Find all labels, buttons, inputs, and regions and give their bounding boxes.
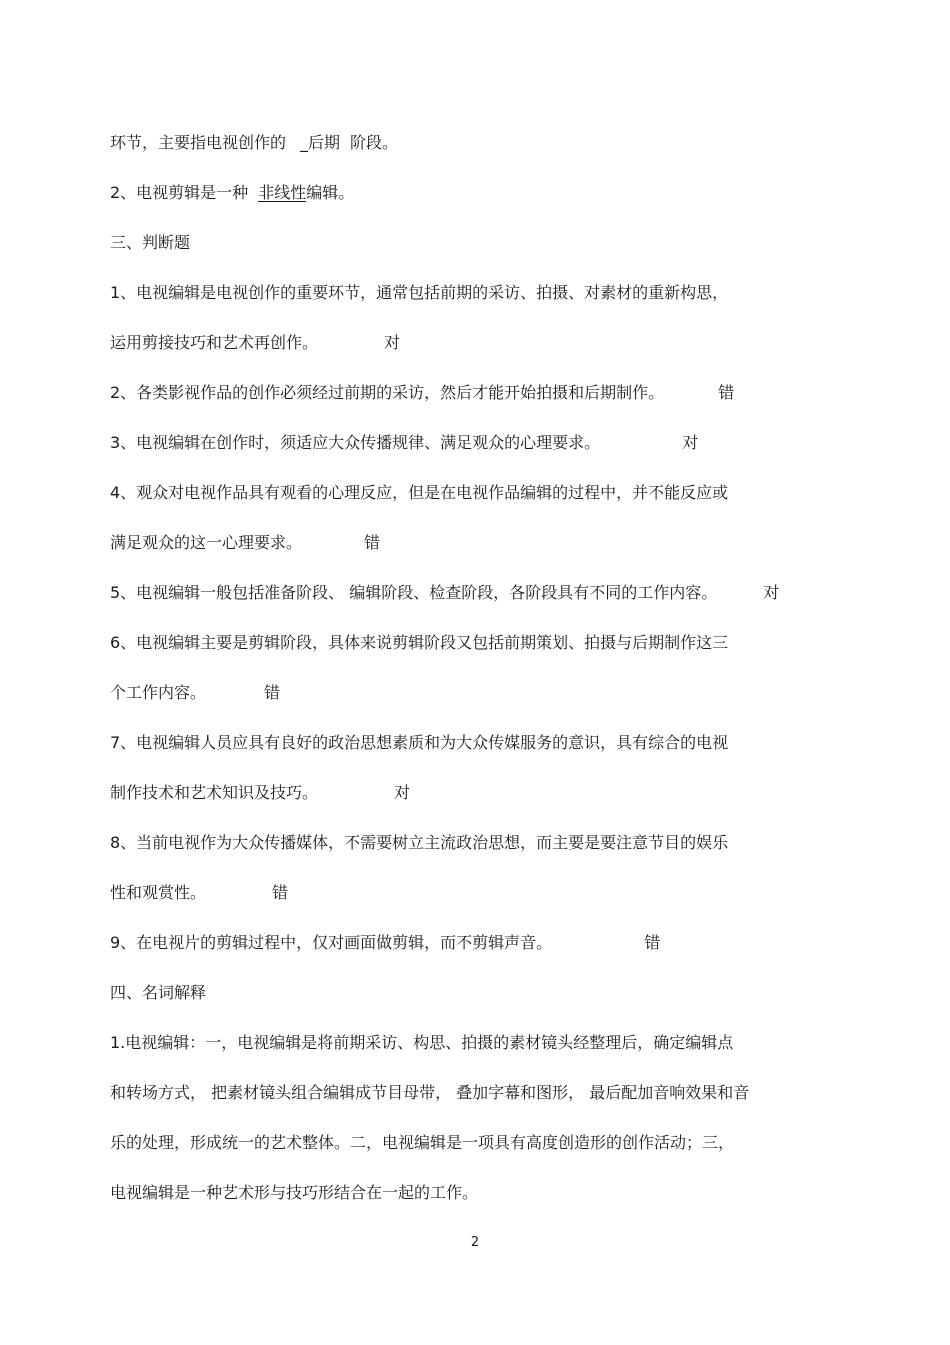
q3-line-1 <box>110 432 698 454</box>
q8-answer: 错 <box>272 883 289 902</box>
q5-answer: 对 <box>763 583 780 602</box>
section-3-heading: 三、判断题 <box>110 233 191 252</box>
term1-line-4: 电视编辑是一种艺术形与技巧形结合在一起的工作。 <box>110 1183 479 1202</box>
q8-line-1: 8、当前电视作为大众传播媒体，不需要树立主流政治思想，而主要是要注意节目的娱乐 <box>110 833 729 852</box>
q3-answer: 对 <box>682 433 699 452</box>
q7-line-1: 7、电视编辑人员应具有良好的政治思想素质和为大众传媒服务的意识，具有综合的电视 <box>110 733 729 752</box>
q3-text: 3、电视编辑在创作时，须适应大众传播规律、满足观众的心理要求。 <box>110 433 601 452</box>
q2-answer: 错 <box>718 383 735 402</box>
q8-text: 性和观赏性。 <box>110 883 207 902</box>
q2-text: 2、各类影视作品的创作必须经过前期的采访，然后才能开始拍摄和后期制作。 <box>110 383 665 402</box>
q4-answer: 错 <box>364 533 381 552</box>
q8-line-2 <box>110 882 288 904</box>
q4-text: 满足观众的这一心理要求。 <box>110 533 303 552</box>
blank-line-2-prefix: 2、电视剪辑是一种 <box>110 183 249 202</box>
q1-line-2 <box>110 332 400 354</box>
page-number: 2 <box>470 1235 480 1250</box>
q6-line-1: 6、电视编辑主要是剪辑阶段，具体来说剪辑阶段又包括前期策划、拍摄与后期制作这三 <box>110 633 729 652</box>
blank-line-2 <box>110 182 354 204</box>
q5-text: 5、电视编辑一般包括准备阶段、 编辑阶段、检查阶段，各阶段具有不同的工作内容。 <box>110 583 718 602</box>
q6-text: 个工作内容。 <box>110 683 207 702</box>
blank-line-1-answer: _后期 <box>300 133 341 152</box>
blank-line-2-answer: 非线性 <box>258 183 307 202</box>
section-4-heading: 四、名词解释 <box>110 983 207 1002</box>
term1-line-3: 乐的处理，形成统一的艺术整体。二，电视编辑是一项具有高度创造形的创作活动；三， <box>110 1133 735 1152</box>
q7-answer: 对 <box>394 783 411 802</box>
q7-line-2 <box>110 782 410 804</box>
blank-line-1 <box>110 132 398 154</box>
blank-line-2-suffix: 编辑。 <box>306 183 355 202</box>
q1-text: 运用剪接技巧和艺术再创作。 <box>110 333 319 352</box>
term1-line-2: 和转场方式， 把素材镜头组合编辑成节目母带， 叠加字幕和图形， 最后配加音响效果和音 <box>110 1083 750 1102</box>
q5-line-1 <box>110 582 779 604</box>
q1-line-1: 1、电视编辑是电视创作的重要环节，通常包括前期的采访、拍摄、对素材的重新构思， <box>110 283 729 302</box>
q4-line-1: 4、观众对电视作品具有观看的心理反应，但是在电视作品编辑的过程中，并不能反应或 <box>110 483 729 502</box>
blank-line-1-prefix: 环节，主要指电视创作的 <box>110 133 287 152</box>
q9-line-1 <box>110 932 660 954</box>
q9-text: 9、在电视片的剪辑过程中，仅对画面做剪辑，而不剪辑声音。 <box>110 933 553 952</box>
q6-answer: 错 <box>264 683 281 702</box>
q4-line-2 <box>110 532 380 554</box>
q2-line-1 <box>110 382 734 404</box>
q7-text: 制作技术和艺术知识及技巧。 <box>110 783 319 802</box>
q1-answer: 对 <box>384 333 401 352</box>
blank-line-1-suffix: 阶段。 <box>350 133 399 152</box>
q9-answer: 错 <box>644 933 661 952</box>
term1-line-1: 1.电视编辑：一，电视编辑是将前期采访、构思、拍摄的素材镜头经整理后，确定编辑点 <box>110 1033 734 1052</box>
q6-line-2 <box>110 682 280 704</box>
